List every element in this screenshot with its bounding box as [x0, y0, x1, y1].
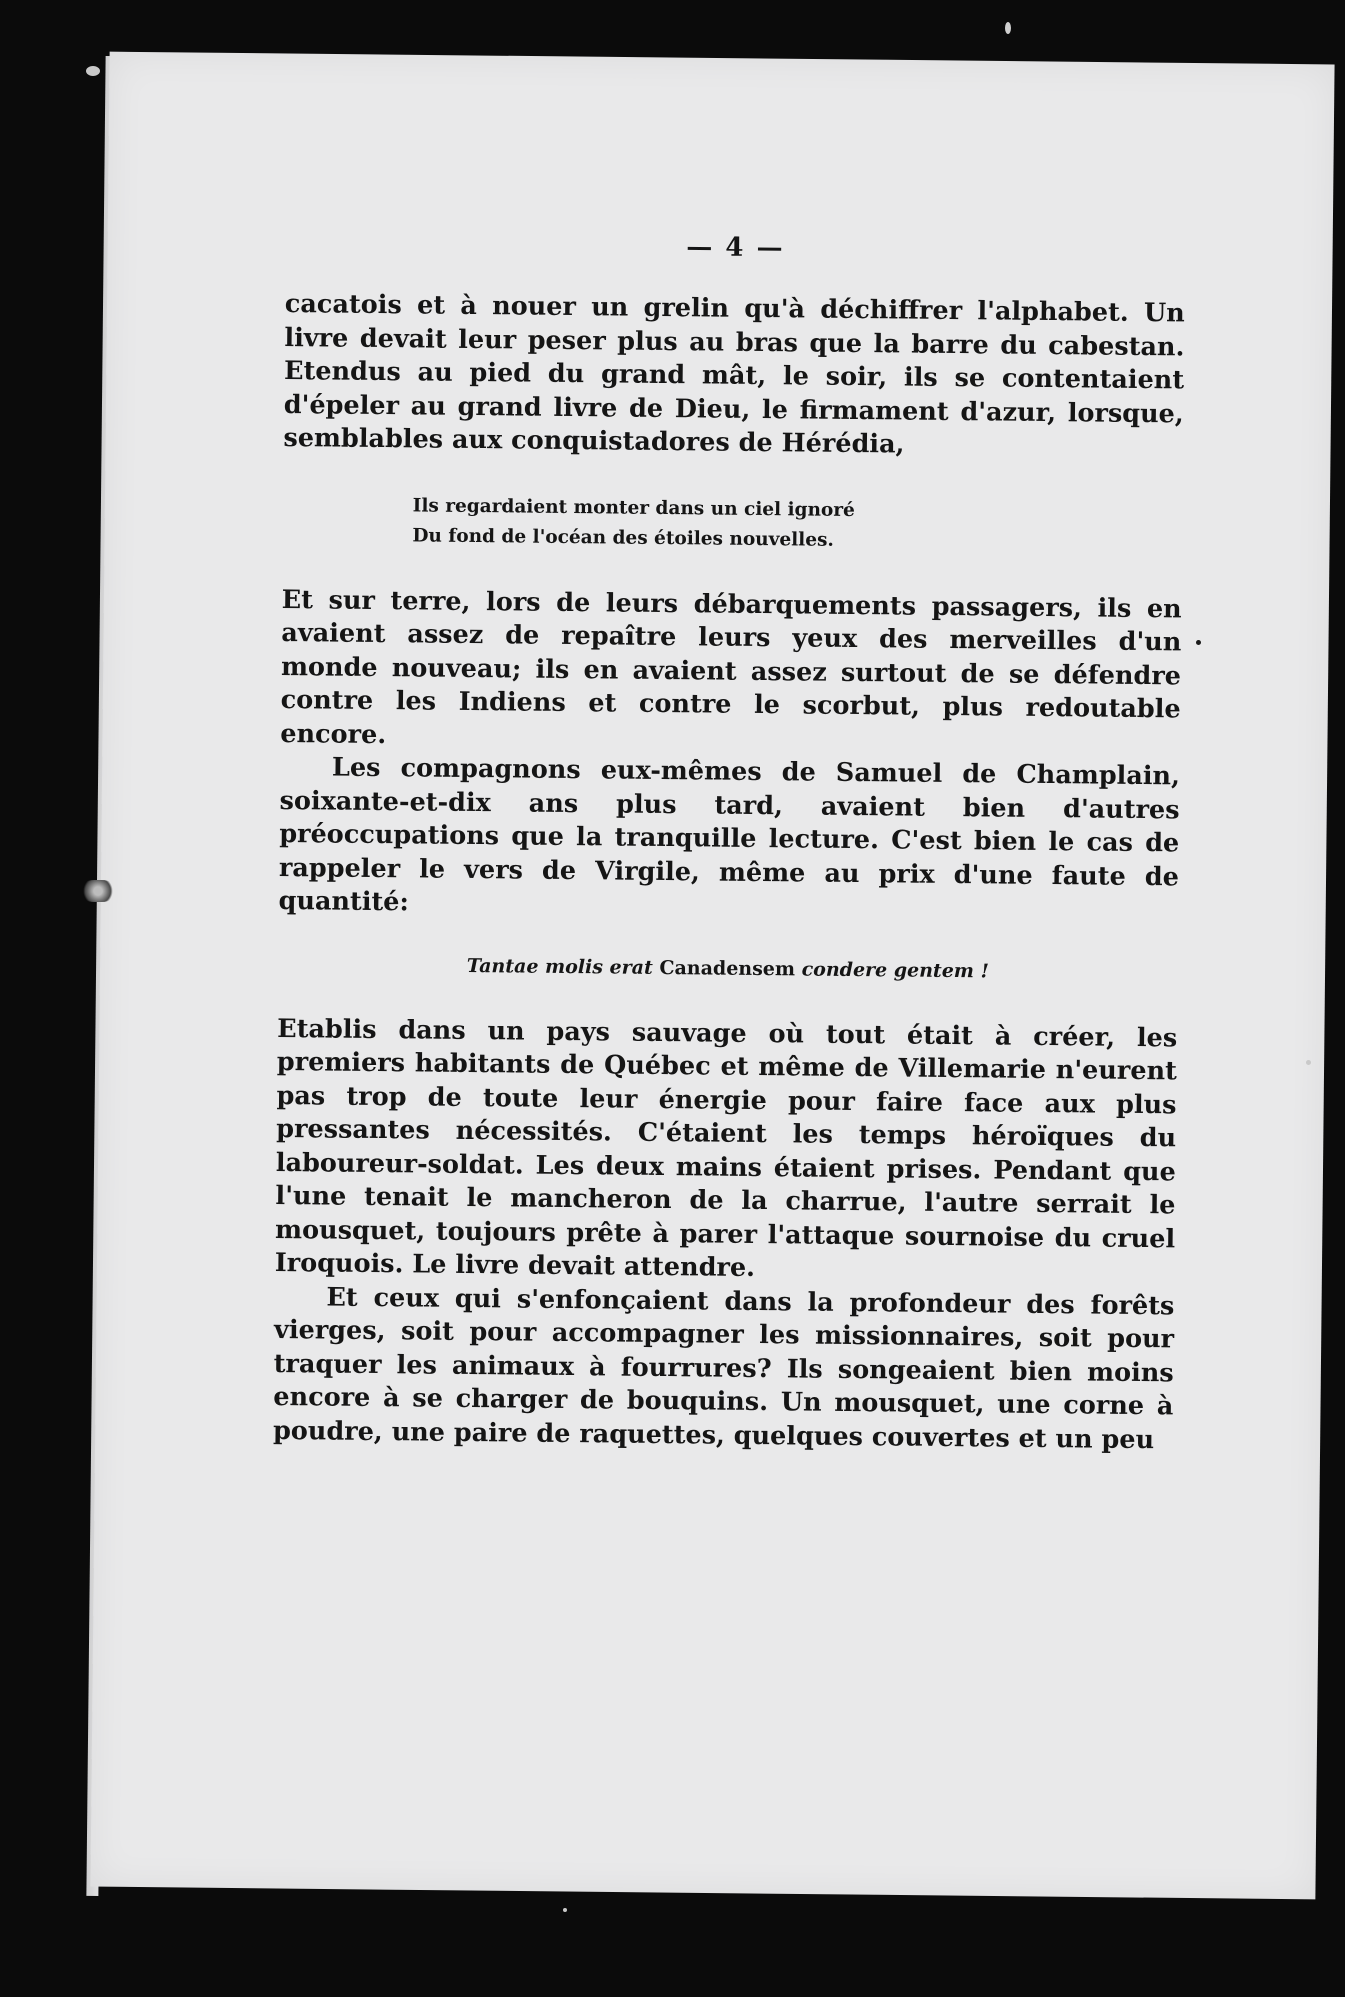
dust-speck [1005, 22, 1011, 34]
dust-speck [1306, 1060, 1311, 1065]
paragraph-1: cacatois et à nouer un grelin qu'à déchiffrer l'alphabet. Un livre devait leur peser plus au bras que la barre du cabestan. Etendus au pied du grand mât, le soir, ils se contentaient d'épeler au grand livre de Dieu, le firmament d'azur, lorsque, semblables aux conquistadores de Hérédia, [283, 288, 1185, 460]
dust-speck [563, 1908, 567, 1912]
binding-mark [80, 880, 116, 902]
paragraph-4: Etablis dans un pays sauvage où tout était à créer, les premiers habitants de Québec et même de Villemarie n'eurent pas trop de toute leur énergie pour faire face aux plus pressantes nécessités. C'étaient les temps héroïques du laboureur-soldat. Les deux mains étaient prises. Pendant que l'une tenait le mancheron de la charrue, l'autre serrait le mousquet, toujours prête à parer l'attaque sournoise du cruel Iroquois. Le livre devait attendre. [274, 1013, 1178, 1283]
latin-quotation [278, 948, 1178, 987]
verse-quotation [412, 491, 1183, 559]
latin-quote-part-3: condere gentem ! [801, 957, 990, 982]
dust-speck [1196, 640, 1201, 645]
latin-quote-part-1: Tantae molis erat [466, 954, 653, 979]
paragraph-3: Les compagnons eux-mêmes de Samuel de Champlain, soixante-et-dix ans plus tard, avaient bien d'autres préoccupations que la tranquille lecture. C'est bien le cas de rappeler le vers de Virgile, même au prix d'une faute de quantité: [278, 752, 1181, 918]
page-number: — 4 — [686, 232, 785, 264]
verse-line-1: Ils regardaient monter dans un ciel ignoré [412, 494, 855, 521]
dust-speck [86, 66, 100, 76]
page-content [272, 232, 1185, 1457]
latin-quote-part-2: Canadensem [659, 956, 796, 980]
paragraph-2: Et sur terre, lors de leurs débarquements passagers, ils en avaient assez de repaître leurs yeux des merveilles d'un monde nouveau; ils en avaient assez surtout de se défendre contre les Indiens et contre le scorbut, plus redoutable encore. [280, 584, 1182, 750]
paragraph-5: Et ceux qui s'enfonçaient dans la profondeur des forêts vierges, soit pour accompagner les missionnaires, soit pour traquer les animaux à fourrures? Ils songeaient bien moins encore à se charger de bouquins. Un mousquet, une corne à poudre, une paire de raquettes, quelques couvertes et un peu [272, 1281, 1175, 1455]
verse-line-2: Du fond de l'océan des étoiles nouvelles. [412, 524, 835, 551]
